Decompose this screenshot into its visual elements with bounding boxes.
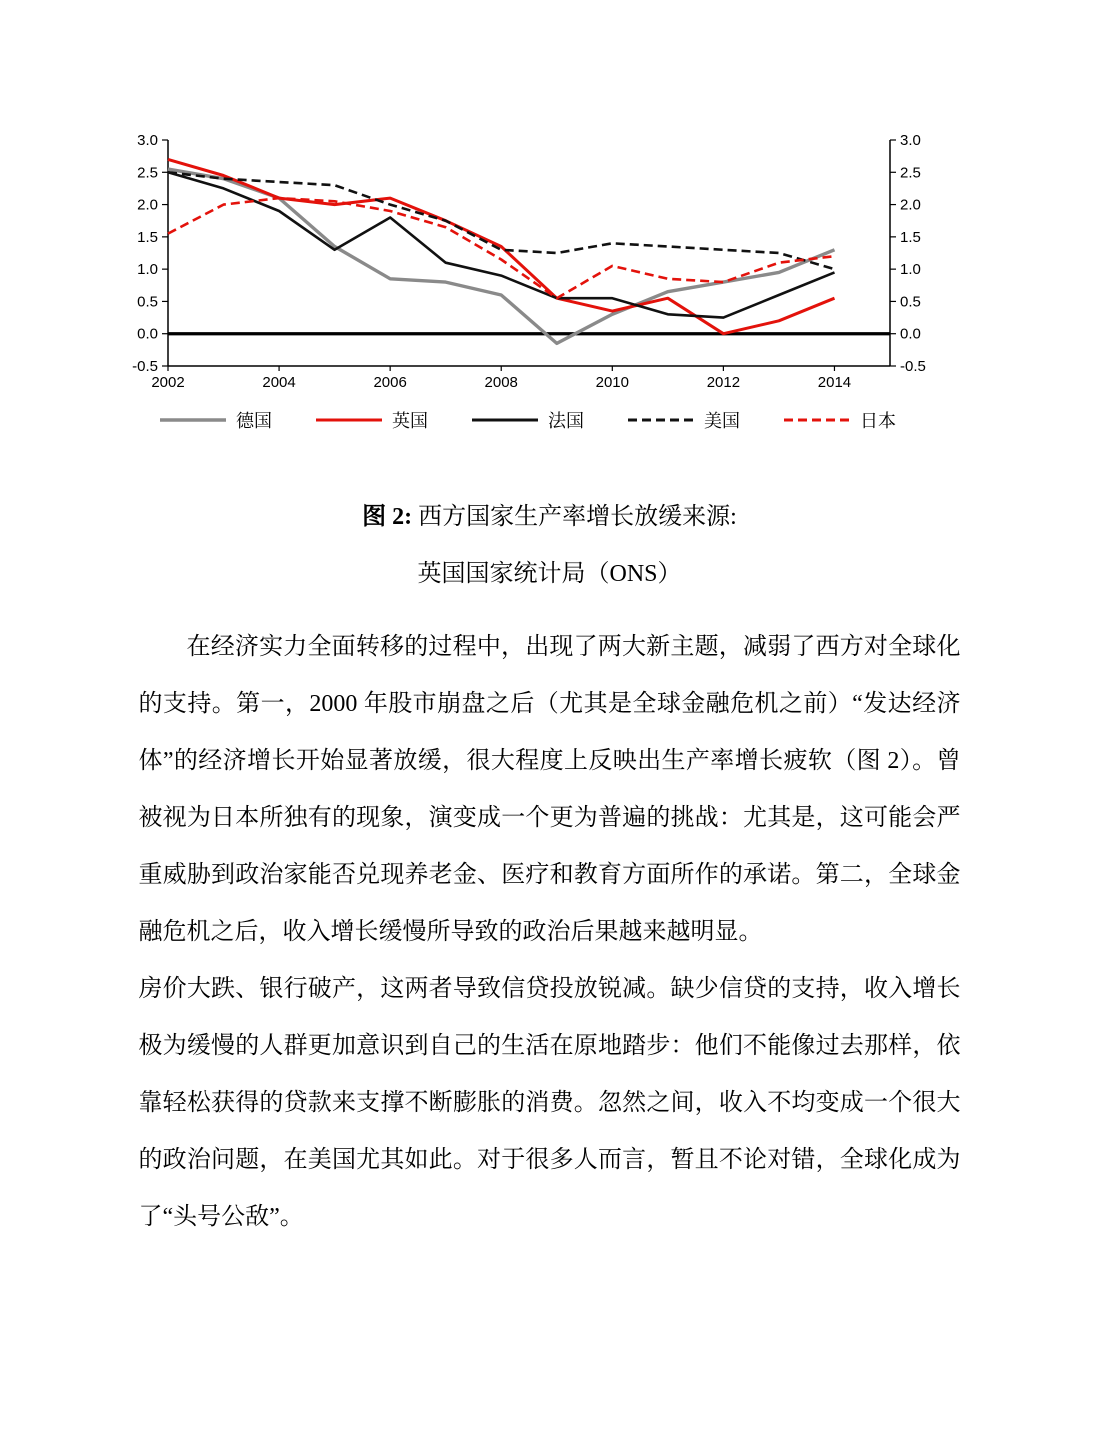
- svg-text:2.0: 2.0: [137, 196, 158, 214]
- legend-item: [316, 407, 428, 433]
- svg-text:3.0: 3.0: [900, 132, 921, 149]
- svg-text:1.0: 1.0: [900, 261, 921, 279]
- legend-label: 日本: [860, 411, 896, 431]
- figure-title: 西方国家生产率增长放缓来源:: [418, 504, 737, 530]
- figure-caption: [0, 489, 1099, 603]
- svg-text:-0.5: -0.5: [132, 358, 158, 375]
- legend-item: [160, 407, 272, 433]
- svg-text:1.5: 1.5: [900, 228, 921, 246]
- legend-line-sample: [160, 416, 226, 424]
- legend-line-sample: [316, 416, 382, 424]
- legend-label: 德国: [236, 411, 272, 431]
- legend-line-sample: [472, 416, 538, 424]
- body-text: [139, 619, 961, 1246]
- figure-2-chart: [122, 126, 934, 433]
- svg-text:2008: 2008: [484, 374, 518, 391]
- legend-item: [784, 407, 896, 433]
- chart-series-德国: [168, 169, 835, 343]
- figure-label: 图 2:: [362, 504, 419, 530]
- svg-text:-0.5: -0.5: [900, 358, 926, 375]
- chart-series-美国: [168, 172, 835, 269]
- figure-caption-line1: [0, 489, 1099, 546]
- svg-text:1.5: 1.5: [137, 228, 158, 246]
- svg-text:2004: 2004: [262, 374, 296, 391]
- legend-item: [472, 407, 584, 433]
- svg-text:0.5: 0.5: [900, 293, 921, 311]
- legend-line-sample: [784, 416, 850, 424]
- svg-text:2006: 2006: [373, 374, 407, 391]
- svg-text:0.0: 0.0: [900, 325, 921, 343]
- chart-series-英国: [168, 159, 835, 333]
- chart-legend: [122, 407, 934, 433]
- svg-text:2.5: 2.5: [900, 164, 921, 182]
- svg-text:2012: 2012: [706, 374, 741, 391]
- svg-text:2.5: 2.5: [137, 164, 158, 182]
- paragraph-2: 房价大跌、银行破产，这两者导致信贷投放锐减。缺少信贷的支持，收入增长极为缓慢的人群更加意识到自己的生活在原地踏步：他们不能像过去那样，依靠轻松获得的贷款来支撑不断膨胀的消费。忽然之间，收入不均变成一个很大的政治问题，在美国尤其如此。对于很多人而言，暂且不论对错，全球化成为了“头号公敌”。: [138, 976, 961, 1230]
- paragraph-1: 在经济实力全面转移的过程中，出现了两大新主题，减弱了西方对全球化的支持。第一，2000 年股市崩盘之后（尤其是全球金融危机之前）“发达经济体”的经济增长开始显著放缓，很大程度上反映出生产率增长疲软（图 2）。曾被视为日本所独有的现象，演变成一个更为普遍的挑战：尤其是，这可能会严重威胁到政治家能否兑现养老金、医疗和教育方面所作的承诺。第二，全球金融危机之后，收入增长缓慢所导致的政治后果越来越明显。: [138, 634, 961, 945]
- legend-label: 美国: [704, 411, 740, 431]
- legend-line-sample: [628, 416, 694, 424]
- legend-item: [628, 407, 740, 433]
- chart-canvas: [122, 126, 934, 398]
- svg-text:2010: 2010: [595, 374, 629, 391]
- svg-text:2014: 2014: [817, 374, 852, 391]
- legend-label: 法国: [548, 411, 584, 431]
- svg-text:0.5: 0.5: [137, 293, 158, 311]
- legend-label: 英国: [392, 411, 428, 431]
- svg-text:2002: 2002: [151, 374, 185, 391]
- svg-text:1.0: 1.0: [137, 261, 158, 279]
- svg-text:0.0: 0.0: [137, 325, 158, 343]
- figure-source: 英国国家统计局（ONS）: [417, 561, 682, 587]
- svg-text:2.0: 2.0: [900, 196, 921, 214]
- svg-text:3.0: 3.0: [137, 132, 158, 149]
